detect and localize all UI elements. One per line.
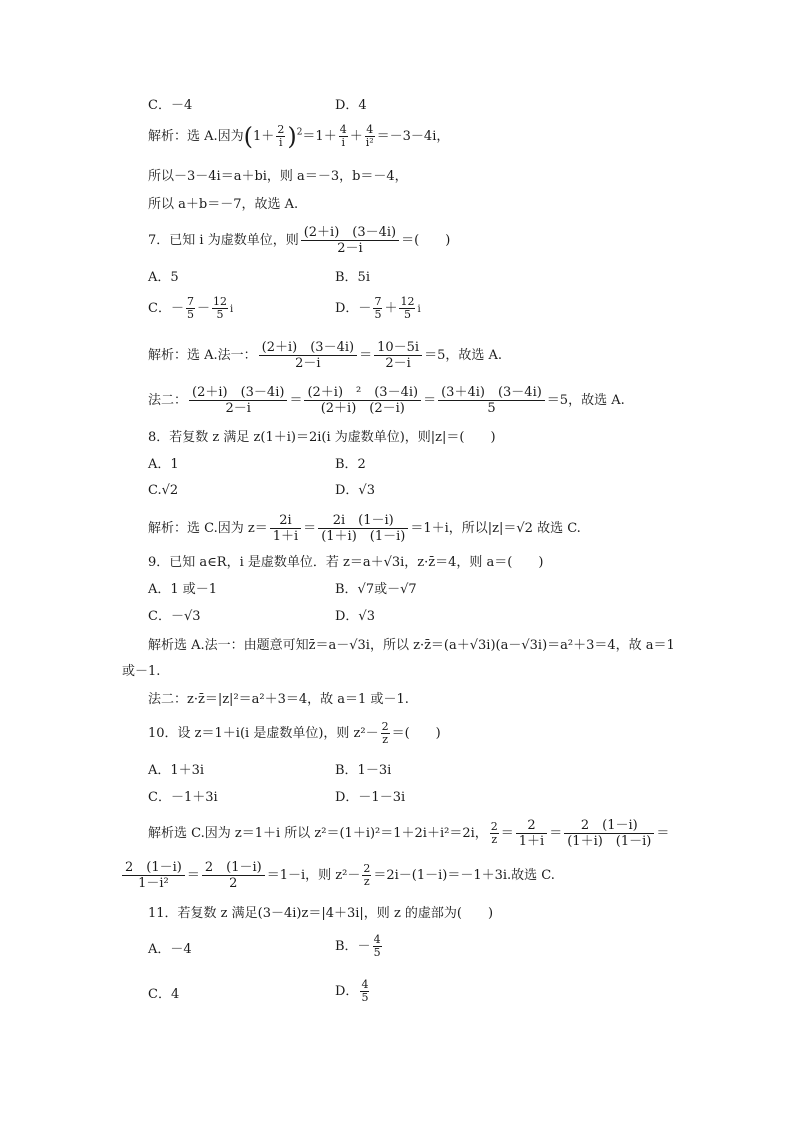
q7-option-a: A．5 xyxy=(148,270,179,285)
q10-solution-line1: 解析选 C.因为 z＝1＋i 所以 z²＝(1＋i)²＝1＋2i＋i²＝2i， $\frac{2}{z}$ ＝ $\frac{2}{1+i}$ ＝ $\frac{2 (1-i)}{(1+i) (1-i)}$ ＝ xyxy=(148,818,670,849)
q8-option-a: A．1 xyxy=(148,457,179,472)
fraction: $\frac{(3+4i) (3-4i)}{5}$ xyxy=(438,385,545,416)
q8-option-b: B．2 xyxy=(335,457,366,472)
q10-solution-line2: $\frac{2 (1-i)}{\text{1－i²}}$ ＝ $\frac{2 (1-i)}{2}$ ＝1－i，则 z²－ $\frac{2}{z}$ ＝2i－(1－i)＝－1＋3i.故选 C. xyxy=(120,860,555,891)
fraction: $\frac{2}{1+i}$ xyxy=(516,818,547,849)
fraction: $\frac{2}{i}$ xyxy=(277,123,285,149)
fraction: $\frac{12}{5}$ xyxy=(212,295,227,321)
q8-option-c: C.√2 xyxy=(148,483,179,498)
q9-solution-method1: 解析选 A.法一：由题意可知z̄＝a－√3i，所以 z·z̄＝(a＋√3i)(a－√3i)＝a²＋3＝4，故 a＝1 xyxy=(148,638,675,653)
fraction: $\frac{2i}{1+i}$ xyxy=(270,513,301,544)
fraction: $\frac{2 (1-i)}{(1+i) (1-i)}$ xyxy=(564,818,654,849)
q7-option-b: B．5i xyxy=(335,270,370,285)
q7-option-d: D．－ $\frac{7}{5}$ ＋ $\frac{12}{5}$ i xyxy=(335,295,421,321)
q9-option-b: B．√7或－√7 xyxy=(335,582,417,597)
fraction: $\frac{2}{z}$ xyxy=(490,820,498,846)
q9-stem: 9．已知 a∈R，i 是虚数单位．若 z＝a＋√3i，z·z̄＝4，则 a＝( ) xyxy=(148,555,544,570)
fraction: $\frac{7}{5}$ xyxy=(374,295,382,321)
fraction: $\frac{(2+i) (3-4i)}{2-i}$ xyxy=(301,225,399,256)
q6-solution-line3: 所以 a＋b＝－7，故选 A. xyxy=(148,197,299,212)
q7-solution-method2: 法二： $\frac{(2+i) (3-4i)}{2-i}$ ＝ $\frac{\text{(2＋i) ² (3－4i)}}{(2+i) (2-i)}$ ＝ $\frac{(3+4i) (3-4i)}{5}$ ＝5，故选 A. xyxy=(148,385,625,416)
q11-option-d: D． $\frac{4}{5}$ xyxy=(335,978,369,1004)
q7-solution-method1: 解析：选 A.法一： $\frac{(2+i) (3-4i)}{2-i}$ ＝ $\frac{10-5i}{2-i}$ ＝5，故选 A. xyxy=(148,340,503,371)
q7-stem: 7．已知 i 为虚数单位，则 $\frac{(2+i) (3-4i)}{2-i}$ ＝( ) xyxy=(148,225,451,256)
q11-option-c: C．4 xyxy=(148,987,180,1002)
q8-option-d: D．√3 xyxy=(335,483,375,498)
fraction: $\frac{4}{5}$ xyxy=(361,978,369,1004)
fraction: $\frac{10-5i}{2-i}$ xyxy=(374,340,422,371)
fraction: $\frac{2 (1-i)}{2}$ xyxy=(202,860,265,891)
q6-solution-line2: 所以－3－4i＝a＋bi，则 a＝－3，b＝－4， xyxy=(148,169,408,184)
fraction: $\frac{(2+i) (3-4i)}{2-i}$ xyxy=(189,385,287,416)
q9-option-c: C．－√3 xyxy=(148,609,201,624)
q11-option-a: A．－4 xyxy=(148,942,192,957)
q11-option-b: B．－ $\frac{4}{5}$ xyxy=(335,933,381,959)
fraction: $\frac{4}{5}$ xyxy=(373,933,381,959)
q10-option-b: B．1－3i xyxy=(335,763,392,778)
fraction: $\frac{2 (1-i)}{\text{1－i²}}$ xyxy=(122,860,185,891)
fraction: $\frac{4}{i}$ xyxy=(339,123,347,149)
q8-stem: 8．若复数 z 满足 z(1＋i)＝2i(i 为虚数单位)，则|z|＝( ) xyxy=(148,430,496,445)
q11-stem: 11．若复数 z 满足(3－4i)z＝|4＋3i|，则 z 的虚部为( ) xyxy=(148,906,494,921)
q9-option-d: D．√3 xyxy=(335,609,375,624)
fraction: $\frac{2}{z}$ xyxy=(363,862,371,888)
q10-option-c: C．－1＋3i xyxy=(148,790,218,805)
q10-stem: 10．设 z＝1＋i(i 是虚数单位)，则 z²－ $\frac{2}{z}$ ＝( ) xyxy=(148,720,441,746)
q9-option-a: A．1 或－1 xyxy=(148,582,218,597)
fraction: $\frac{4}{\text{i²}}$ xyxy=(365,123,374,149)
fraction: $\frac{12}{5}$ xyxy=(400,295,415,321)
q6-option-c: C．－4 xyxy=(148,98,193,113)
q9-solution-method1-cont: 或－1. xyxy=(122,664,161,679)
q6-option-d: D．4 xyxy=(335,98,367,113)
q10-option-d: D．－1－3i xyxy=(335,790,406,805)
fraction: $\frac{(2+i) (3-4i)}{2-i}$ xyxy=(259,340,357,371)
fraction: $\frac{2}{z}$ xyxy=(381,720,389,746)
q6-solution-line1: 解析：选 A.因为(1＋ $\frac{2}{i}$ )$^2$＝1＋ $\frac{4}{i}$ ＋ $\frac{4}{\text{i²}}$ ＝－3－4i， xyxy=(148,122,450,151)
q10-option-a: A．1＋3i xyxy=(148,763,205,778)
fraction: $\frac{\text{(2＋i) ² (3－4i)}}{(2+i) (2-i)}$ xyxy=(304,385,421,416)
q7-option-c: C．－ $\frac{7}{5}$ － $\frac{12}{5}$ i xyxy=(148,295,234,321)
q9-solution-method2: 法二：z·z̄＝|z|²＝a²＋3＝4，故 a＝1 或－1. xyxy=(148,692,409,707)
fraction: $\frac{2i (1-i)}{(1+i) (1-i)}$ xyxy=(318,513,408,544)
fraction: $\frac{7}{5}$ xyxy=(186,295,194,321)
q8-solution: 解析：选 C.因为 z＝ $\frac{2i}{1+i}$ ＝ $\frac{2i (1-i)}{(1+i) (1-i)}$ ＝1＋i，所以|z|＝√2 故选 C. xyxy=(148,513,581,544)
